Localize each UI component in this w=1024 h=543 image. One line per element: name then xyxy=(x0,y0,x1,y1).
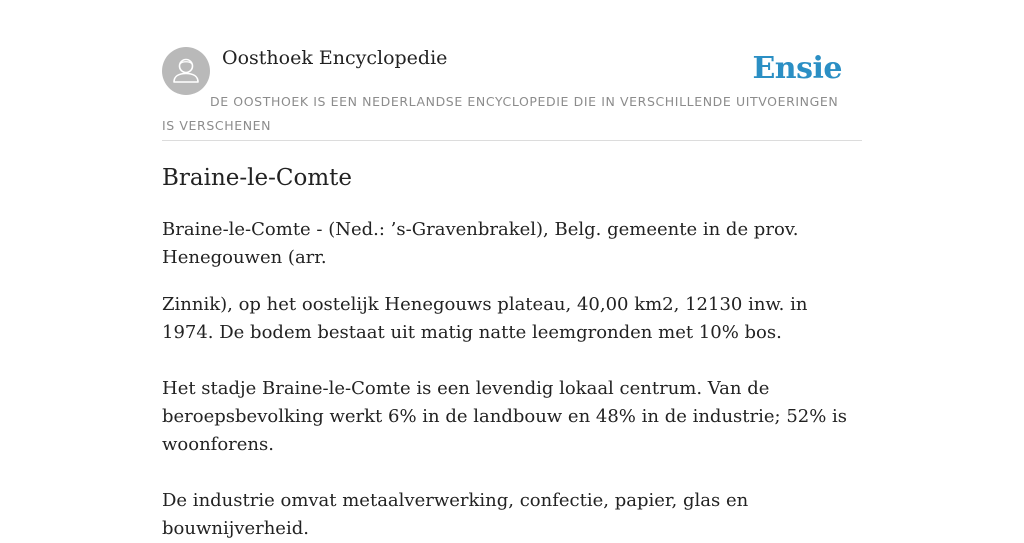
article-content xyxy=(162,160,862,543)
site-header xyxy=(162,46,862,141)
site-title[interactable]: Oosthoek Encyclopedie xyxy=(222,47,448,69)
article-paragraph: Zinnik), op het oostelijk Henegouws plateau, 40,00 km2, 12130 inw. in 1974. De bodem bestaat uit matig natte leemgronden met 10% bos. xyxy=(162,294,808,343)
article-paragraph: Braine-le-Comte - (Ned.: ’s-Gravenbrakel), Belg. gemeente in de prov. Henegouwen (arr. xyxy=(162,219,799,268)
user-avatar[interactable] xyxy=(162,47,210,95)
article-paragraph: Het stadje Braine-le-Comte is een levendig lokaal centrum. Van de beroepsbevolking werkt 6% in de landbouw en 48% in de industrie; 52% is woonforens. xyxy=(162,378,848,455)
article-paragraph: De industrie omvat metaalverwerking, confectie, papier, glas en bouwnijverheid. xyxy=(162,490,749,539)
user-icon xyxy=(162,47,210,95)
brand-logo[interactable]: Ensie xyxy=(752,51,842,86)
site-tagline: DE OOSTHOEK IS EEN NEDERLANDSE ENCYCLOPEDIE DIE IN VERSCHILLENDE UITVOERINGEN IS VERSCHENEN xyxy=(162,94,839,133)
article-title: Braine-le-Comte xyxy=(162,165,353,191)
